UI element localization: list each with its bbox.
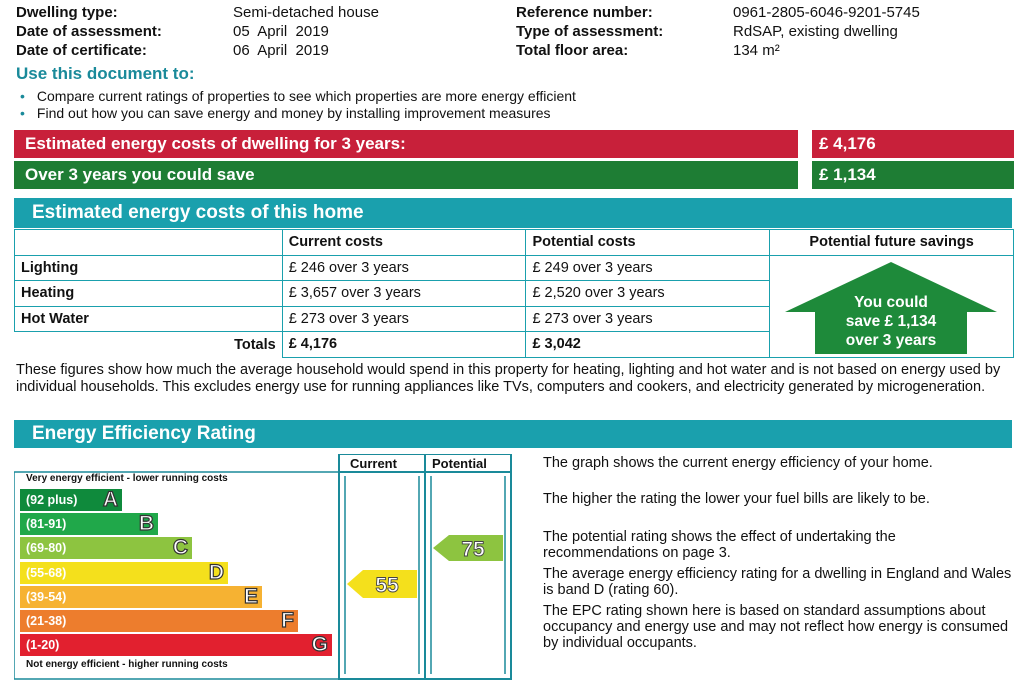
bullet-text: Compare current ratings of properties to see which properties are more energy efficient (36, 88, 576, 104)
band-range: (21-38) (26, 614, 67, 628)
use-document-heading: Use this document to: (16, 64, 195, 83)
costs-section-heading: Estimated energy costs of this home (14, 198, 1012, 228)
potential-rating-value: 75 (461, 538, 485, 561)
rating-band-d (20, 562, 228, 584)
rating-band-f (20, 610, 298, 632)
row-name: Hot Water (15, 306, 283, 332)
savings-arrow-icon (785, 262, 997, 354)
band-range: (81-91) (26, 517, 67, 532)
row-potential: £ 273 over 3 years (526, 306, 770, 332)
potential-rating-arrow (433, 535, 503, 561)
row-name: Lighting (15, 255, 283, 281)
empty-header-cell (15, 230, 283, 256)
rating-note-4: The average energy efficiency rating for a dwelling in England and Wales is band D (rating 60). (543, 566, 1012, 598)
future-savings-header: Potential future savings (770, 230, 1014, 256)
rating-note-5: The EPC rating shown here is based on standard assumptions about occupancy and energy use and may not reflect how energy is consumed by individual occupants. (543, 603, 1009, 651)
savings-arrow-line1: You could (854, 294, 928, 311)
savings-value: £ 1,134 (819, 165, 876, 184)
band-letter: C (172, 536, 188, 560)
savings-bar (14, 161, 1014, 189)
rating-band-e (20, 586, 262, 608)
row-current: £ 246 over 3 years (282, 255, 526, 281)
band-range: (69-80) (26, 541, 67, 556)
costs-header-row (15, 230, 1014, 256)
date-certificate-value: 06 April 2019 (233, 42, 329, 59)
rating-band-c (20, 537, 192, 559)
row-name: Heating (15, 281, 283, 307)
bar-divider (798, 130, 812, 158)
rating-note-3: The potential rating shows the effect of undertaking the recommendations on page 3. (543, 529, 896, 561)
bullet-icon: • (20, 105, 25, 121)
row-current: £ 3,657 over 3 years (282, 281, 526, 307)
bar-divider (798, 161, 812, 189)
dwelling-type-label: Dwelling type: (16, 4, 118, 21)
potential-column-header: Potential (432, 456, 487, 471)
totals-current: £ 4,176 (282, 332, 526, 358)
current-costs-header: Current costs (282, 230, 526, 256)
date-assessment-label: Date of assessment: (16, 23, 162, 40)
assessment-type-label: Type of assessment: (516, 23, 664, 40)
row-potential: £ 249 over 3 years (526, 255, 770, 281)
estimated-costs-label: Estimated energy costs of dwelling for 3 years: (25, 134, 406, 153)
reference-value: 0961-2805-6046-9201-5745 (733, 4, 920, 21)
potential-costs-header: Potential costs (526, 230, 770, 256)
estimated-costs-bar (14, 130, 1014, 158)
totals-label: Totals (15, 332, 283, 358)
rating-band-g (20, 634, 332, 656)
band-letter: G (311, 633, 328, 657)
use-bullet-2 (20, 105, 551, 122)
current-rating-value: 55 (375, 574, 399, 597)
band-range: (1-20) (26, 638, 60, 653)
rating-section-heading: Energy Efficiency Rating (14, 420, 1012, 448)
band-letter: E (243, 584, 258, 608)
bottom-note: Not energy efficient - higher running costs (26, 659, 228, 670)
rating-band-b (20, 513, 158, 535)
top-note: Very energy efficient - lower running costs (26, 473, 228, 484)
row-current: £ 273 over 3 years (282, 306, 526, 332)
totals-potential: £ 3,042 (526, 332, 770, 358)
floor-area-label: Total floor area: (516, 42, 629, 59)
dwelling-type-value: Semi-detached house (233, 4, 379, 21)
savings-arrow-line3: over 3 years (845, 332, 937, 349)
explanation-text: These figures show how much the average household would spend in this property for heating, lighting and hot water and is not based on energy used by individual households. This excludes energy use for running appliances like TVs, computers and cookers, and electricity generated by microgeneration. (16, 362, 1001, 395)
floor-area-value: 134 m² (733, 42, 780, 59)
band-range: (55-68) (26, 565, 67, 580)
row-potential: £ 2,520 over 3 years (526, 281, 770, 307)
estimated-costs-value: £ 4,176 (819, 134, 876, 153)
band-letter: F (281, 609, 294, 632)
date-certificate-label: Date of certificate: (16, 42, 147, 59)
band-range: (39-54) (26, 589, 67, 604)
savings-arrow-line2: save £ 1,134 (845, 313, 937, 330)
reference-label: Reference number: (516, 4, 653, 21)
savings-label: Over 3 years you could save (25, 165, 255, 184)
date-assessment-value: 05 April 2019 (233, 23, 329, 40)
rating-note-2: The higher the rating the lower your fuel bills are likely to be. (543, 491, 930, 507)
current-rating-arrow (347, 570, 417, 598)
band-letter: A (102, 488, 118, 511)
bullet-text: Find out how you can save energy and money by installing improvement measures (36, 105, 551, 121)
bullet-icon: • (20, 88, 25, 104)
band-letter: B (138, 512, 154, 536)
rating-note-1: The graph shows the current energy efficiency of your home. (543, 455, 933, 471)
rating-band-a (20, 489, 122, 511)
band-range: (92 plus) (26, 493, 78, 507)
current-column-header: Current (350, 456, 397, 471)
use-bullet-1 (20, 88, 576, 105)
band-letter: D (208, 560, 224, 584)
assessment-type-value: RdSAP, existing dwelling (733, 23, 898, 40)
